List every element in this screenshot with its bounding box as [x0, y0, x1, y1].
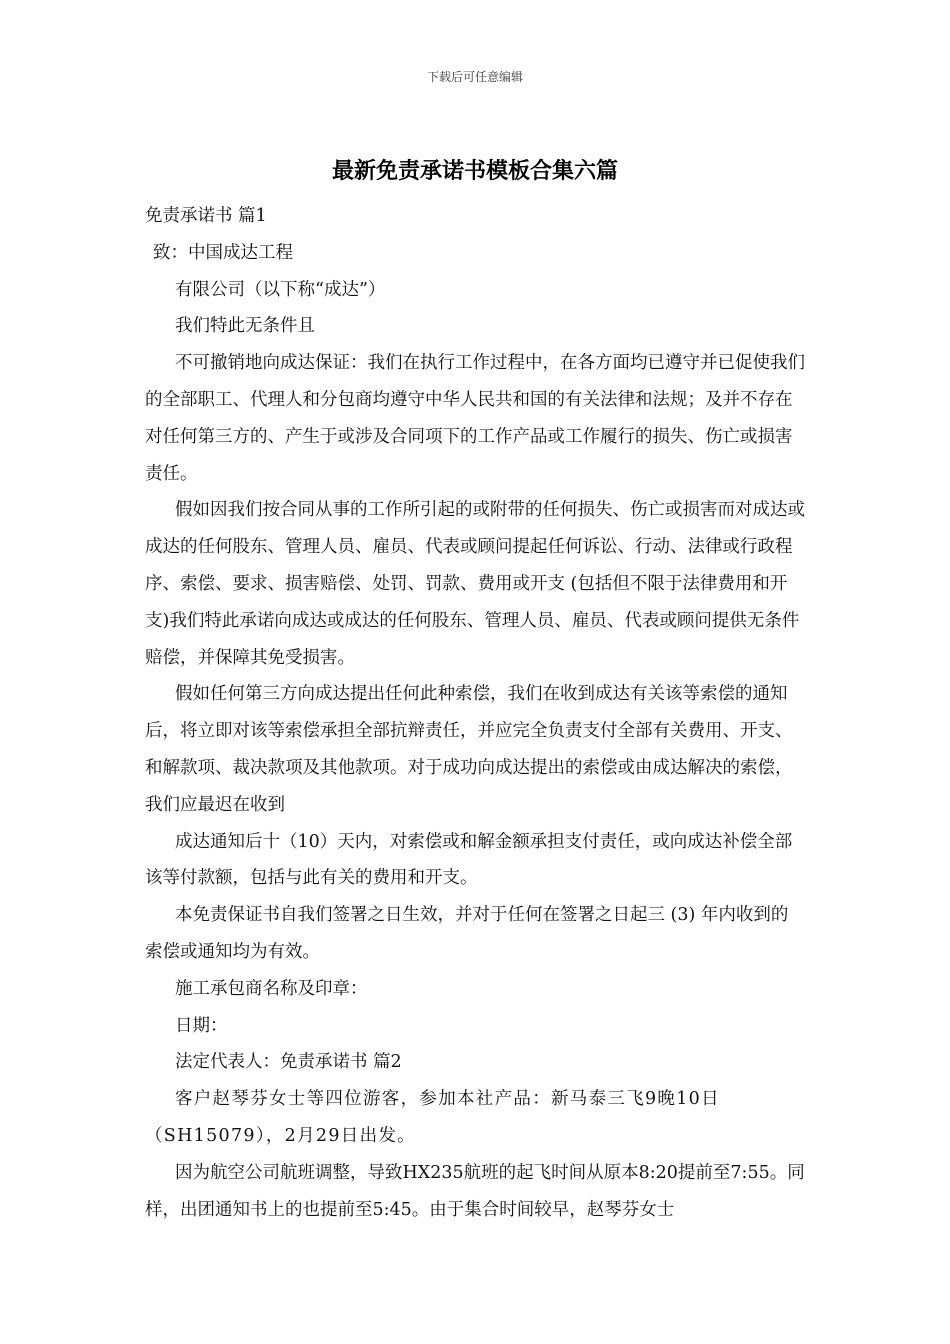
paragraph: 因为航空公司航班调整，导致HX235航班的起飞时间从原本8:20提前至7:55。同样，出团通知书上的也提前至5:45。由于集合时间较早，赵琴芬女士 — [145, 1162, 805, 1220]
paragraph: 本免责保证书自我们签署之日生效，并对于任何在签署之日起三 (3) 年内收到的索偿或通知均为有效。 — [145, 905, 789, 962]
document-title: 最新免责承诺书模板合集六篇 — [331, 159, 618, 184]
header-note: 下载后可任意编辑 — [426, 70, 523, 84]
signature-line-representative: 法定代表人：免责承诺书 篇2 — [175, 1052, 402, 1073]
paragraph: 我们特此无条件且 — [175, 316, 315, 337]
document-body — [145, 198, 805, 1228]
paragraph: 客户赵琴芬女士等四位游客，参加本社产品：新马泰三飞9晚10日（SH15079），2月29日出发。 — [145, 1089, 720, 1146]
paragraph: 有限公司（以下称“成达”） — [175, 279, 386, 300]
section-heading-1: 免责承诺书 篇1 — [145, 206, 267, 226]
paragraph: 假如因我们按合同从事的工作所引起的或附带的任何损失、伤亡或损害而对成达或成达的任何股东、管理人员、雇员、代表或顾问提起任何诉讼、行动、法律或行政程序、索偿、要求、损害赔偿、处罚、罚款、费用或开支 (包括但不限于法律费用和开支)我们特此承诺向成达或成达的任何股东、管理人员、雇员、代表或顾问提供无条件赔偿，并保障其免受损害。 — [145, 500, 805, 668]
paragraph: 成达通知后十（10）天内，对索偿或和解金额承担支付责任，或向成达补偿全部该等付款额，包括与此有关的费用和开支。 — [145, 831, 793, 889]
signature-line-date: 日期： — [175, 1015, 228, 1036]
paragraph: 不可撤销地向成达保证：我们在执行工作过程中，在各方面均已遵守并已促使我们的全部职工、代理人和分包商均遵守中华人民共和国的有关法律和法规；及并不存在对任何第三方的、产生于或涉及合同项下的工作产品或工作履行的损失、伤亡或损害责任。 — [145, 353, 805, 484]
signature-line-contractor: 施工承包商名称及印章： — [175, 978, 368, 999]
paragraph: 假如任何第三方向成达提出任何此种索偿，我们在收到成达有关该等索偿的通知后，将立即对该等索偿承担全部抗辩责任，并应完全负责支付全部有关费用、开支、和解款项、裁决款项及其他款项。对于成功向成达提出的索偿或由成达解决的索偿，我们应最迟在收到 — [145, 684, 793, 815]
addressee-line: 致：中国成达工程 — [153, 242, 293, 263]
